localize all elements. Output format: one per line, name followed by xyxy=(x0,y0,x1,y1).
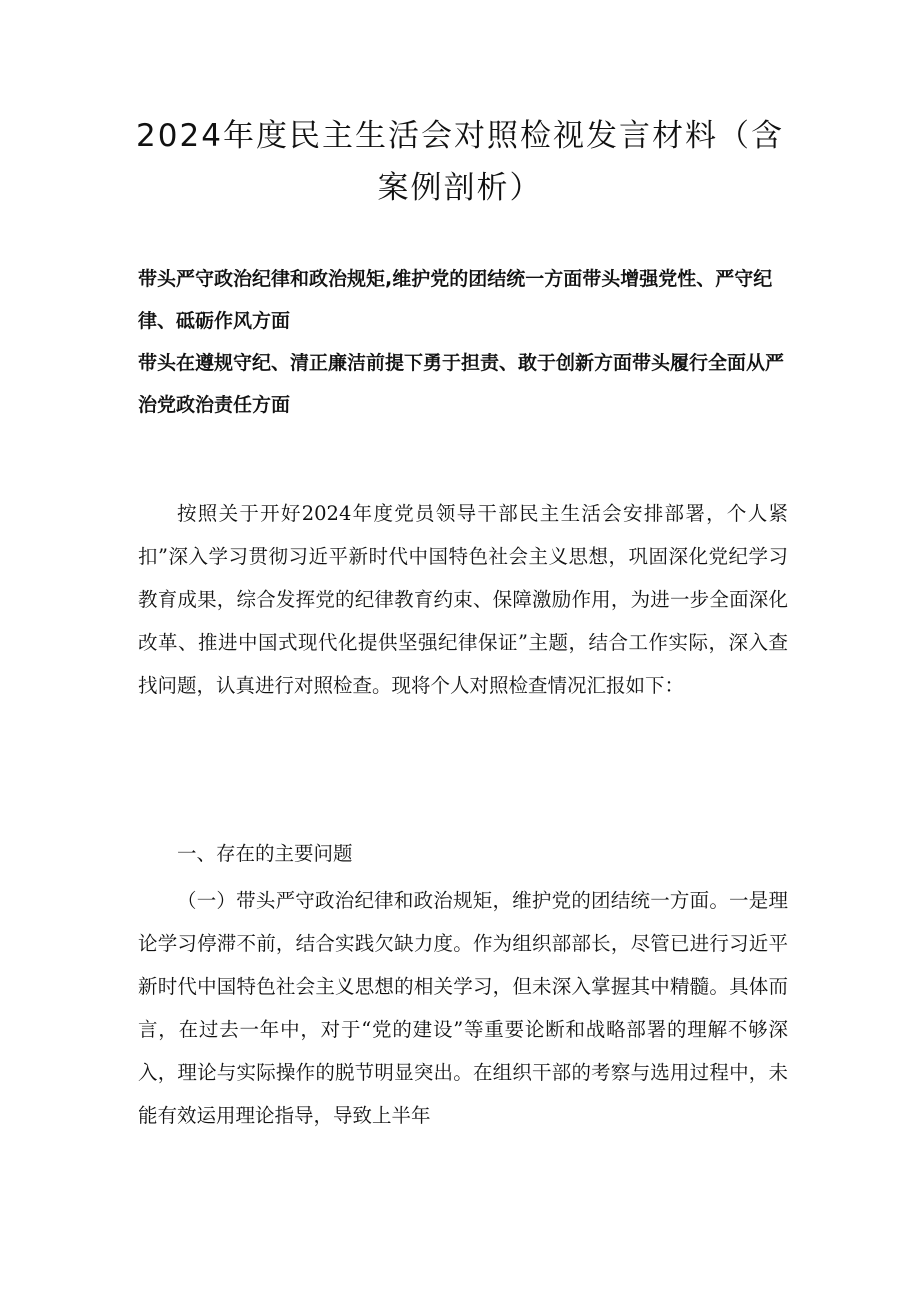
section-heading: 一、存在的主要问题 xyxy=(177,842,353,865)
intro-section xyxy=(138,492,788,707)
subsection-paragraph: （一）带头严守政治纪律和政治规矩，维护党的团结统一方面。一是理论学习停滞不前，结合实践欠缺力度。作为组织部部长，尽管已进行习近平新时代中国特色社会主义思想的相关学习，但未深入掌握其中精髓。具体而言，在过去一年中，对于“党的建设”等重要论断和战略部署的理解不够深入，理论与实际操作的脱节明显突出。在组织干部的考察与选用过程中，未能有效运用理论指导，导致上半年 xyxy=(138,889,788,1127)
outline-item: 带头在遵规守纪、清正廉洁前提下勇于担责、敢于创新方面带头履行全面从严治党政治责任方面 xyxy=(138,352,785,416)
intro-paragraph: 按照关于开好2024年度党员领导干部民主生活会安排部署，个人紧扣”深入学习贯彻习近平新时代中国特色社会主义思想，巩固深化党纪学习教育成果，综合发挥党的纪律教育约束、保障激励作用，为进一步全面深化改革、推进中国式现代化提供坚强纪律保证”主题，结合工作实际，深入查找问题，认真进行对照检查。现将个人对照检查情况汇报如下： xyxy=(138,502,788,697)
problems-section xyxy=(138,832,788,1137)
document-title: 2024年度民主生活会对照检视发言材料（含案例剖析） xyxy=(136,118,784,206)
outline-item: 带头严守政治纪律和政治规矩,维护党的团结统一方面带头增强党性、严守纪律、砥砺作风方面 xyxy=(138,268,773,332)
outline-list xyxy=(138,258,793,426)
